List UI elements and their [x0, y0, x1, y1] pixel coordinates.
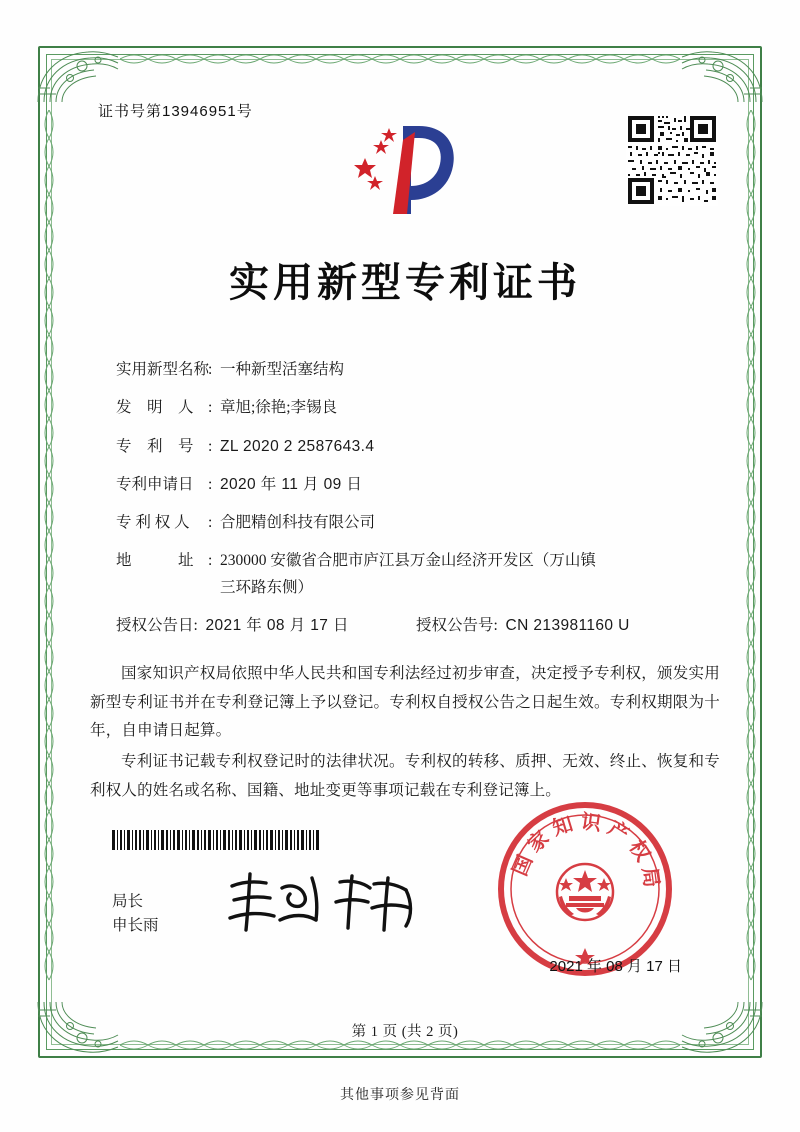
field-row-address — [116, 553, 720, 596]
field-colon: : — [208, 437, 213, 455]
seal-text: 国家知识产权局 — [509, 810, 664, 895]
field-row-patentee — [116, 515, 720, 531]
field-value-patent-number: ZL 2020 2 2587643.4 — [220, 437, 375, 455]
field-label: 专利申请日 — [116, 475, 194, 493]
field-label: 专 利 权 人 — [116, 514, 190, 532]
field-colon: : — [208, 361, 213, 378]
certificate-number: 证书号第13946951号 — [98, 103, 253, 120]
field-colon: : — [208, 514, 213, 532]
address-line-1: 230000 安徽省合肥市庐江县万金山经济开发区（万山镇 — [220, 552, 596, 570]
official-seal — [496, 800, 674, 978]
director-title: 局长 — [112, 893, 144, 910]
barcode — [112, 830, 322, 850]
qr-code — [626, 114, 718, 206]
grant-number-group — [416, 618, 630, 634]
handwritten-signature-icon — [220, 868, 420, 938]
field-row-application-date — [116, 477, 720, 493]
field-label: 地 址 — [116, 552, 194, 570]
field-value-address — [220, 553, 720, 596]
field-value-inventors: 章旭;徐艳;李锡良 — [220, 399, 338, 417]
certificate-content — [90, 100, 720, 1040]
grant-number-value: CN 213981160 U — [505, 616, 630, 634]
field-colon: : — [193, 616, 198, 634]
address-line-2: 三环路东侧） — [220, 578, 314, 596]
field-colon: : — [208, 552, 213, 570]
field-label: 发 明 人 — [116, 399, 194, 417]
grant-date-value: 2021 年 08 月 17 日 — [205, 616, 349, 634]
field-row-patent-number — [116, 439, 720, 455]
field-label: 专 利 号 — [116, 437, 194, 455]
legal-paragraph-2: 专利证书记载专利权登记时的法律状况。专利权的转移、质押、无效、终止、恢复和专利权人的姓名或名称、国籍、地址变更等事项记载在专利登记簿上。 — [90, 753, 720, 799]
field-value-patentee: 合肥精创科技有限公司 — [220, 514, 376, 532]
field-colon: : — [208, 475, 213, 493]
grant-date-label: 授权公告日 — [116, 616, 194, 634]
page-number: 第 1 页 (共 2 页) — [351, 1024, 459, 1040]
grant-announcement-row — [116, 618, 720, 634]
field-list — [116, 362, 720, 634]
field-value-application-date: 2020 年 11 月 09 日 — [220, 475, 363, 493]
field-label: 实用新型名称 — [116, 361, 210, 378]
director-name: 申长雨 — [112, 917, 159, 935]
grant-date-group — [116, 618, 416, 634]
legal-paragraph-1: 国家知识产权局依照中华人民共和国专利法经过初步审查，决定授予专利权，颁发实用新型专利证书并在专利登记簿上予以登记。专利权自授权公告之日起生效。专利权期限为十年，自申请日起算。 — [90, 665, 720, 740]
field-colon: : — [493, 616, 498, 634]
legal-text — [90, 660, 720, 805]
cnipa-logo-icon — [345, 114, 465, 224]
footnote: 其他事项参见背面 — [340, 1088, 460, 1103]
field-value-utility-model-name: 一种新型活塞结构 — [220, 361, 345, 378]
seal-date: 2021 年 08 月 17 日 — [549, 958, 682, 975]
grant-number-label: 授权公告号 — [416, 616, 494, 634]
field-row-name — [116, 362, 720, 378]
signature-block — [112, 890, 159, 938]
field-colon: : — [208, 399, 213, 417]
page-title: 实用新型专利证书 — [229, 260, 581, 305]
field-row-inventor — [116, 400, 720, 416]
